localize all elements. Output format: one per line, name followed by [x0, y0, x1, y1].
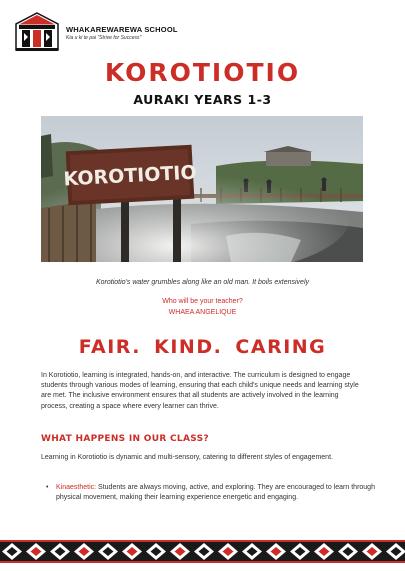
teacher-question: Who will be your teacher?	[162, 298, 243, 305]
classroom-photo	[41, 116, 363, 262]
page-subtitle: AURAKI YEARS 1-3	[133, 92, 272, 107]
teacher-name: WHAEA ANGELIQUE	[168, 309, 237, 316]
footer-pattern	[0, 540, 405, 563]
school-motto: Kia u ki te pai "Strive for Success"	[66, 35, 142, 41]
section-heading: WHAT HAPPENS IN OUR CLASS?	[41, 434, 209, 444]
school-name: WHAKAREWAREWA SCHOOL	[66, 25, 178, 34]
header	[14, 12, 394, 54]
page-title: KOROTIOTIO	[104, 58, 301, 87]
photo-sign-text: KOROTIOTIO	[62, 161, 198, 191]
school-logo	[14, 12, 60, 54]
bullet-dot-icon: •	[46, 484, 49, 491]
values-heading: FAIR. KIND. CARING	[78, 336, 327, 358]
section-paragraph: Learning in Korotiotio is dynamic and multi-sensory, catering to different styles of engagement.	[41, 454, 333, 461]
intro-paragraph: In Korotiotio, learning is integrated, hands-on, and interactive. The curriculum is designed to engage students through various modes of learning, ensuring that each child's unique needs and learning style are met. The inclusive environment ensures that all students are actively involved in the learning process, creating a space where every learner can thrive.	[41, 372, 359, 410]
list-item	[44, 483, 376, 503]
photo-caption: Korotiotio's water grumbles along like an old man. It boils extensively	[96, 279, 309, 286]
bullet-text: Students are always moving, active, and exploring. They are encouraged to learn through physical movement, making their learning experience energetic and engaging.	[56, 484, 375, 502]
bullet-label: Kinaesthetic:	[56, 484, 97, 491]
